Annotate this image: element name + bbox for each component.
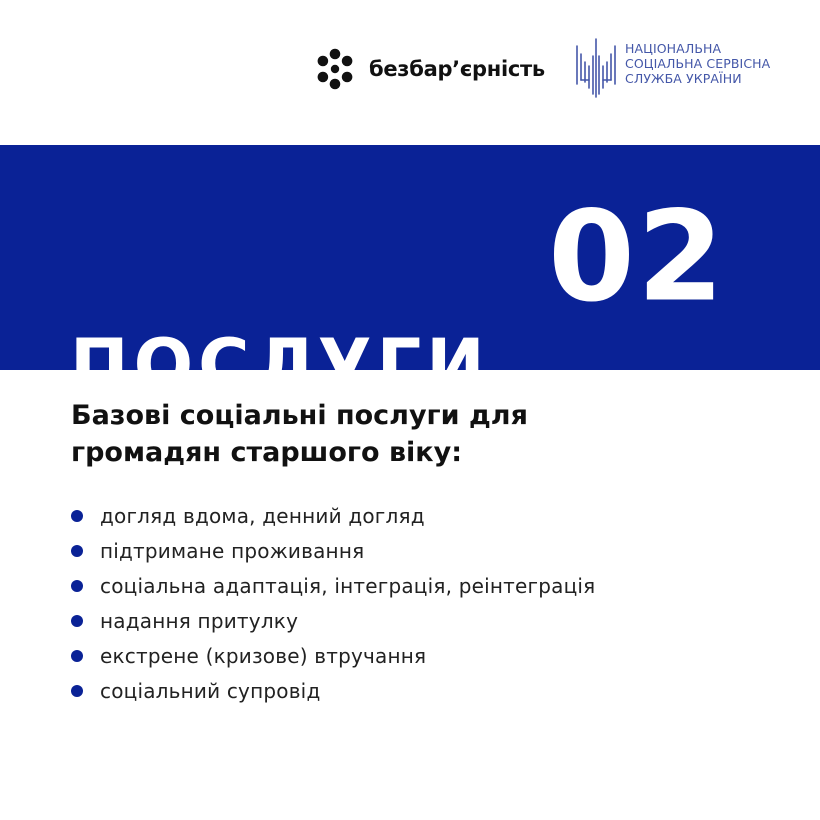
banner-number: 02 [548,184,726,330]
list-item-label: підтримане проживання [100,538,365,563]
list-item [71,568,791,603]
agency-name [625,41,770,86]
header [0,0,820,145]
bullet-dot-icon [71,650,83,662]
list-item-label: соціальна адаптація, інтеграція, реінтеграція [100,573,596,598]
services-section [71,397,791,708]
banner-title: ПОСЛУГИ [70,324,490,406]
title-banner [0,145,820,406]
agency-name-line: СЛУЖБА УКРАЇНИ [625,71,742,86]
list-item-label: надання притулку [100,608,299,633]
services-list [71,498,791,708]
trident-emblem-icon [574,36,618,98]
bullet-dot-icon [71,580,83,592]
agency-name-line: СОЦІАЛЬНА СЕРВІСНА [625,56,771,71]
heading-line: громадян старшого віку: [71,437,463,468]
list-item [71,603,791,638]
list-item-label: екстрене (кризове) втручання [100,643,427,668]
list-item-label: соціальний супровід [100,678,321,703]
bullet-dot-icon [71,510,83,522]
bullet-dot-icon [71,545,83,557]
list-item [71,638,791,673]
list-item [71,498,791,533]
brand-logo-text: безбар’єрність [369,57,545,81]
section-heading [71,397,791,471]
list-item [71,673,791,708]
heading-line: Базові соціальні послуги для [71,400,528,431]
bullet-dot-icon [71,615,83,627]
list-item-label: догляд вдома, денний догляд [100,503,425,528]
flower-dots-icon [314,48,356,90]
list-item [71,533,791,568]
bezbariernist-logo [314,48,545,90]
agency-name-line: НАЦІОНАЛЬНА [625,41,722,56]
bullet-dot-icon [71,685,83,697]
nssu-logo [574,36,770,98]
